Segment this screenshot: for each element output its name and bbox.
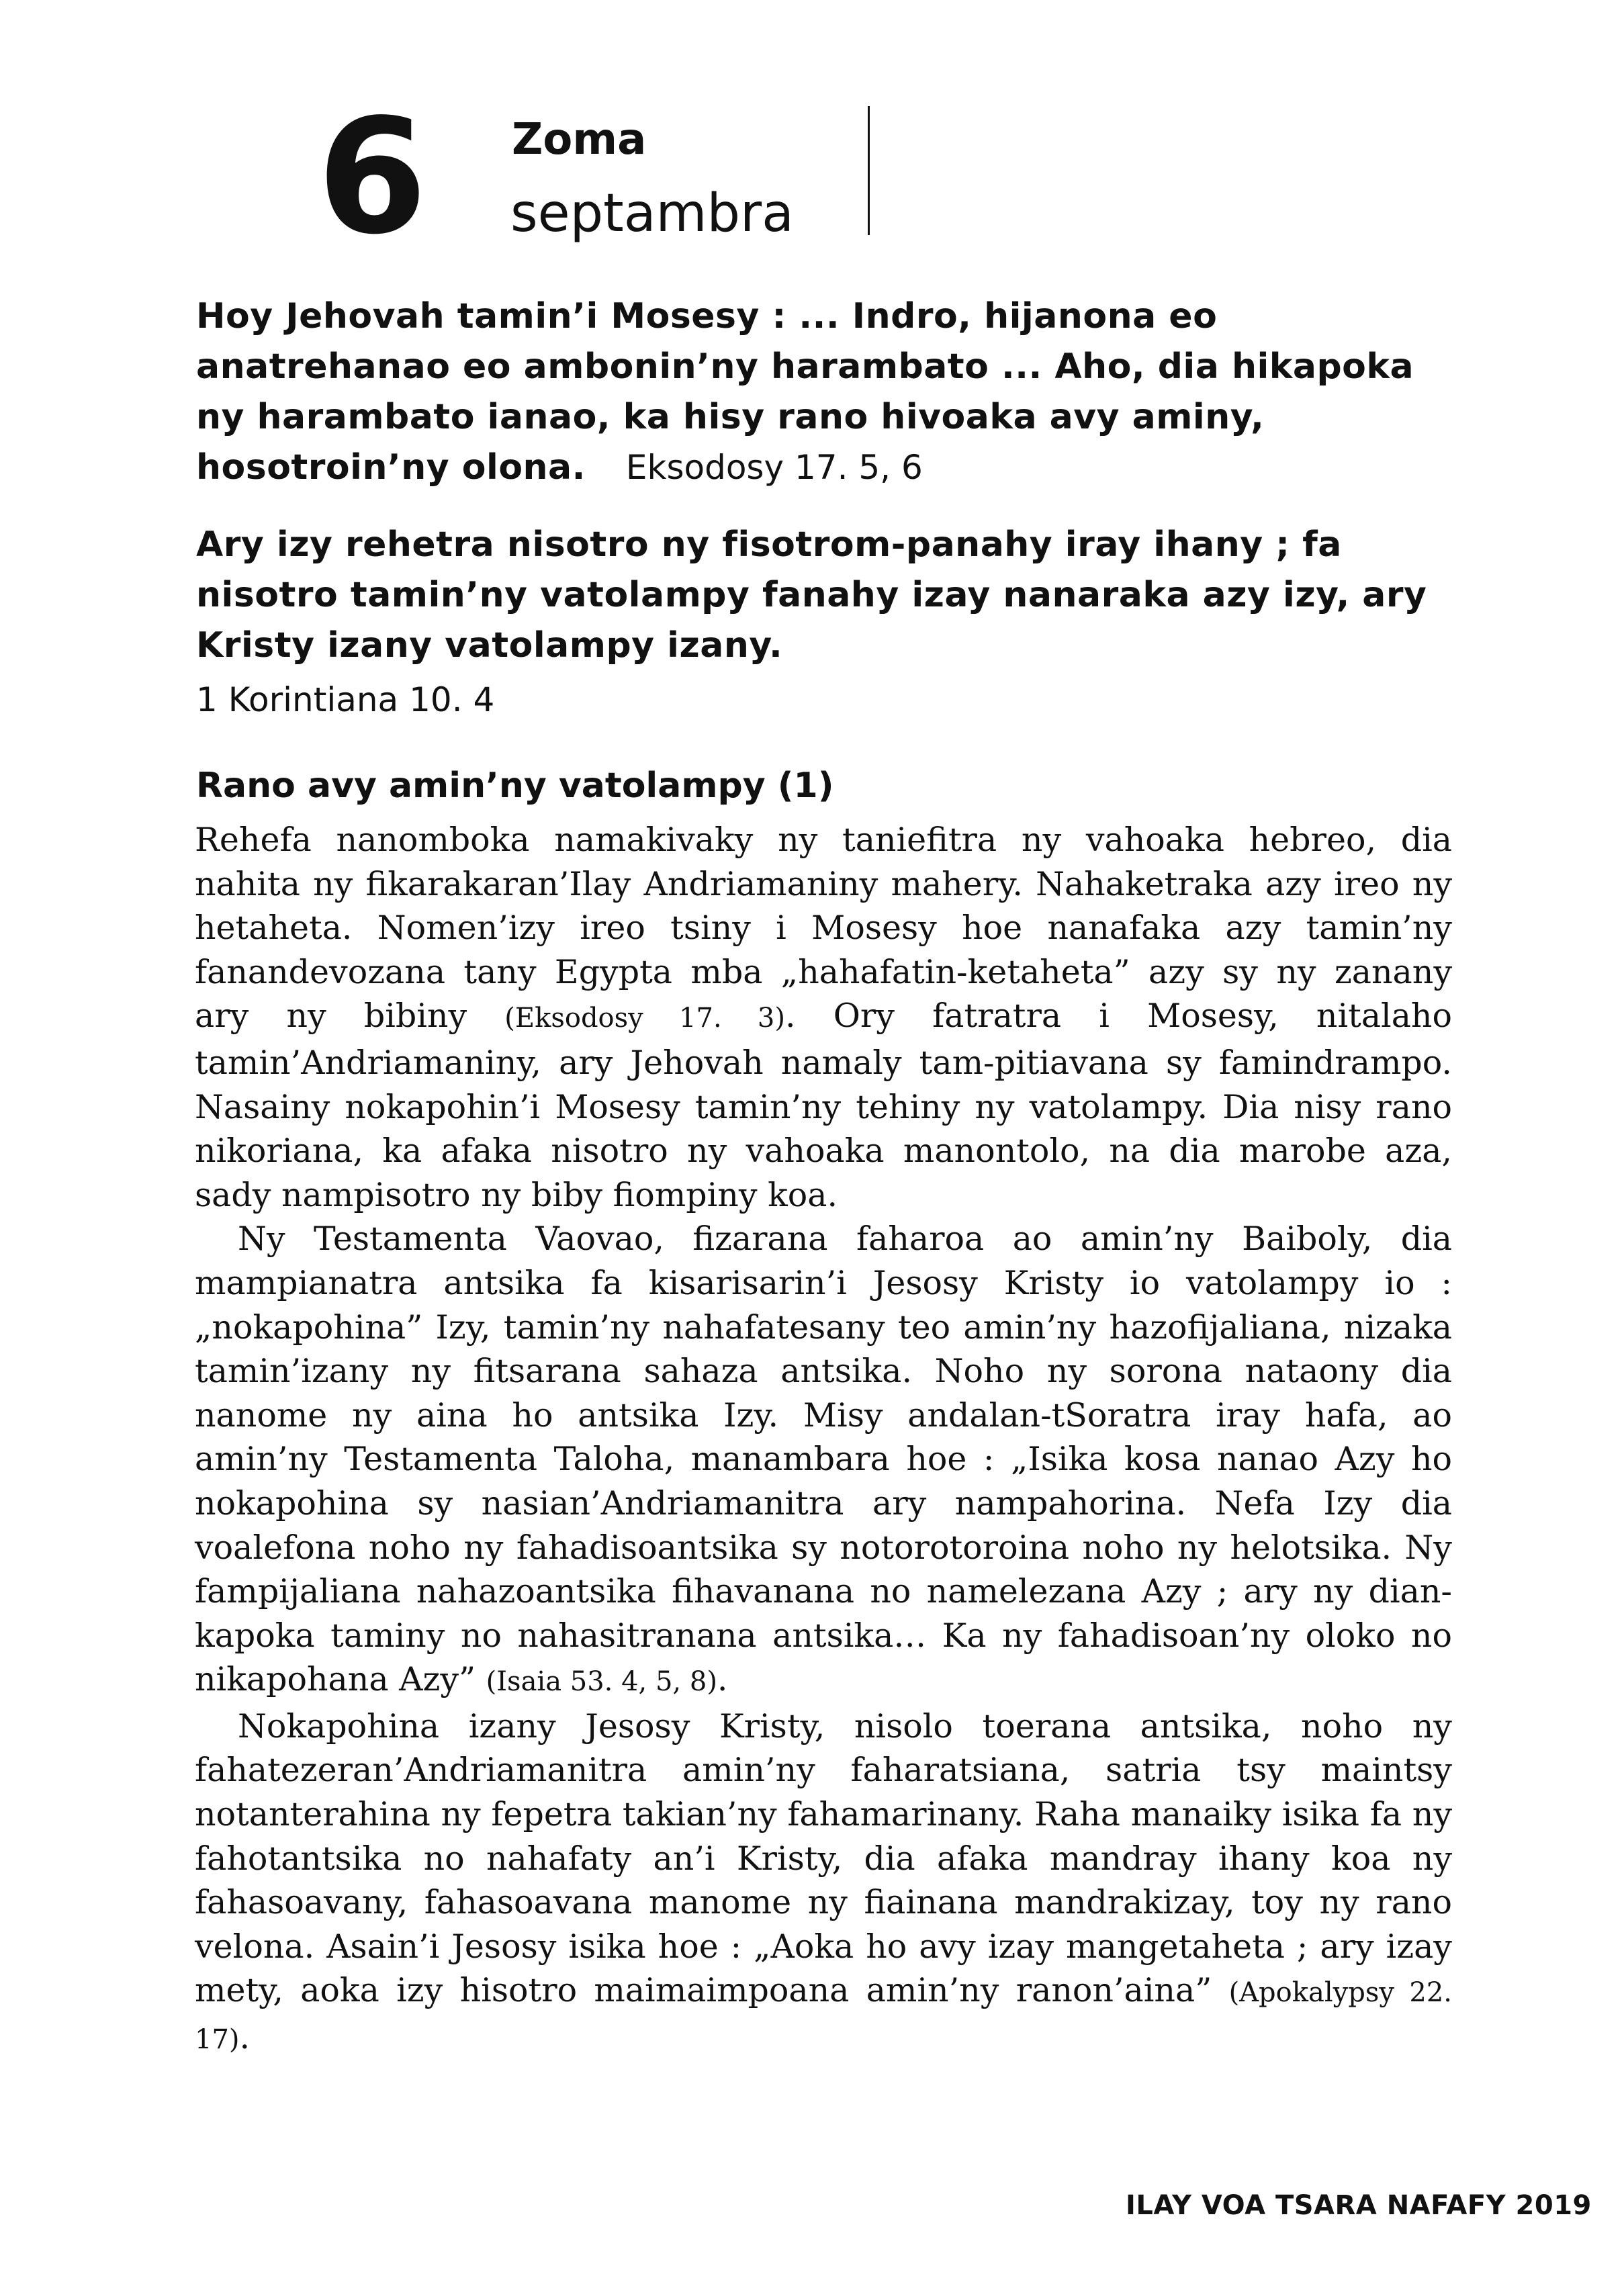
paragraph bbox=[195, 1217, 1452, 1704]
devotional-body bbox=[195, 818, 1452, 2062]
verse-old-testament bbox=[196, 291, 1451, 493]
scripture-citation: (Apokalypsy 22. 17) bbox=[195, 1977, 1453, 2056]
devotional-title: Rano avy amin’ny vatolampy (1) bbox=[196, 766, 834, 806]
paragraph bbox=[195, 818, 1452, 1217]
scripture-citation: (Eksodosy 17. 3) bbox=[504, 1003, 785, 1034]
paragraph bbox=[195, 1704, 1452, 2062]
paragraph-3-text: Nokapohina izany Jesosy Kristy, nisolo toerana antsika, noho ny fahatezeran’Andriamanitra amin’ny faharatsiana, satria tsy maintsy notanterahina ny fepetra takian’ny fahamarinany. Raha manaiky isika fa ny fahotantsika no nahafaty an’i Kristy, dia afaka mandray ihany koa ny fahasoavany, fahasoavana manome ny fiainana mandrakizay, toy ny rano velona. Asain’i Jesosy isika hoe : „Aoka ho avy izay mangetaheta ; ary izay mety, aoka izy hisotro maimaimpoana amin’ny ranon’aina” bbox=[195, 1707, 1452, 2010]
paragraph-2-text: Ny Testamenta Vaovao, fizarana faharoa ao amin’ny Baiboly, dia mampianatra antsika fa kisarisarin’i Jesosy Kristy io vatolampy io : „nokapohina” Izy, tamin’ny nahafatesany teo amin’ny hazofijaliana, nizaka tamin’izany ny fitsarana sahaza antsika. Noho ny sorona nataony dia nanome ny aina ho antsika Izy. Misy andalan-tSoratra iray hafa, ao amin’ny Testamenta Taloha, manambara hoe : „Isika kosa nanao Azy ho nokapohina sy nasian’Andriamanitra ary nampahorina. Nefa Izy dia voalefona noho ny fahadisoantsika sy notorotoroina noho ny helotsika. Ny fampijaliana nahazoantsika fihavanana no namelezana Azy ; ary ny dian-kapoka taminy no nahasitranana antsika… Ka ny fahadisoan’ny oloko no nikapohana Azy” bbox=[195, 1220, 1452, 1699]
paragraph-1-rest: . Ory fatratra i Mosesy, nitalaho tamin’Andriamaniny, ary Jehovah namaly tam-pitiavana sy famindrampo. Nasainy nokapohin’i Mosesy tamin’ny tehiny ny vatolampy. Dia nisy rano nikoriana, ka afaka nisotro ny vahoaka manontolo, na dia marobe aza, sady nampisotro ny biby fiompiny koa. bbox=[195, 997, 1452, 1214]
date-month: septambra bbox=[510, 183, 794, 244]
paragraph-2-rest: . bbox=[717, 1660, 728, 1699]
date-number: 6 bbox=[317, 85, 425, 269]
scripture-citation: (Isaia 53. 4, 5, 8) bbox=[486, 1666, 717, 1698]
publication-footer: ILAY VOA TSARA NAFAFY 2019 bbox=[1126, 2190, 1592, 2221]
verse-1-text: Hoy Jehovah tamin’i Mosesy : ... Indro, hijanona eo anatrehanao eo ambonin’ny harambato ... Aho, dia hikapoka ny harambato ianao, ka hisy rano hivoaka avy aminy, hosotroin’ny olona. bbox=[196, 296, 1414, 488]
paragraph-1-text: Rehefa nanomboka namakivaky ny taniefitra ny vahoaka hebreo, dia nahita ny fikarakaran’Ilay Andriamaniny mahery. Nahaketraka azy ireo ny hetaheta. Nomen’izy ireo tsiny i Mosesy hoe nanafaka azy tamin’ny fanandevozana tany Egypta mba „hahafatin-ketaheta” azy sy ny zanany ary ny bibiny bbox=[195, 821, 1452, 1036]
verse-new-testament bbox=[196, 520, 1451, 671]
verse-2-text: Ary izy rehetra nisotro ny fisotrom-panahy iray ihany ; fa nisotro tamin’ny vatolampy fanahy izay nanaraka azy izy, ary Kristy izany vatolampy izany. bbox=[196, 525, 1427, 666]
verse-2-reference: 1 Korintiana 10. 4 bbox=[196, 680, 495, 719]
verse-1-reference: Eksodosy 17. 5, 6 bbox=[625, 448, 923, 487]
paragraph-3-rest: . bbox=[239, 2018, 251, 2057]
header-divider bbox=[868, 106, 870, 235]
date-weekday: Zoma bbox=[512, 115, 647, 165]
